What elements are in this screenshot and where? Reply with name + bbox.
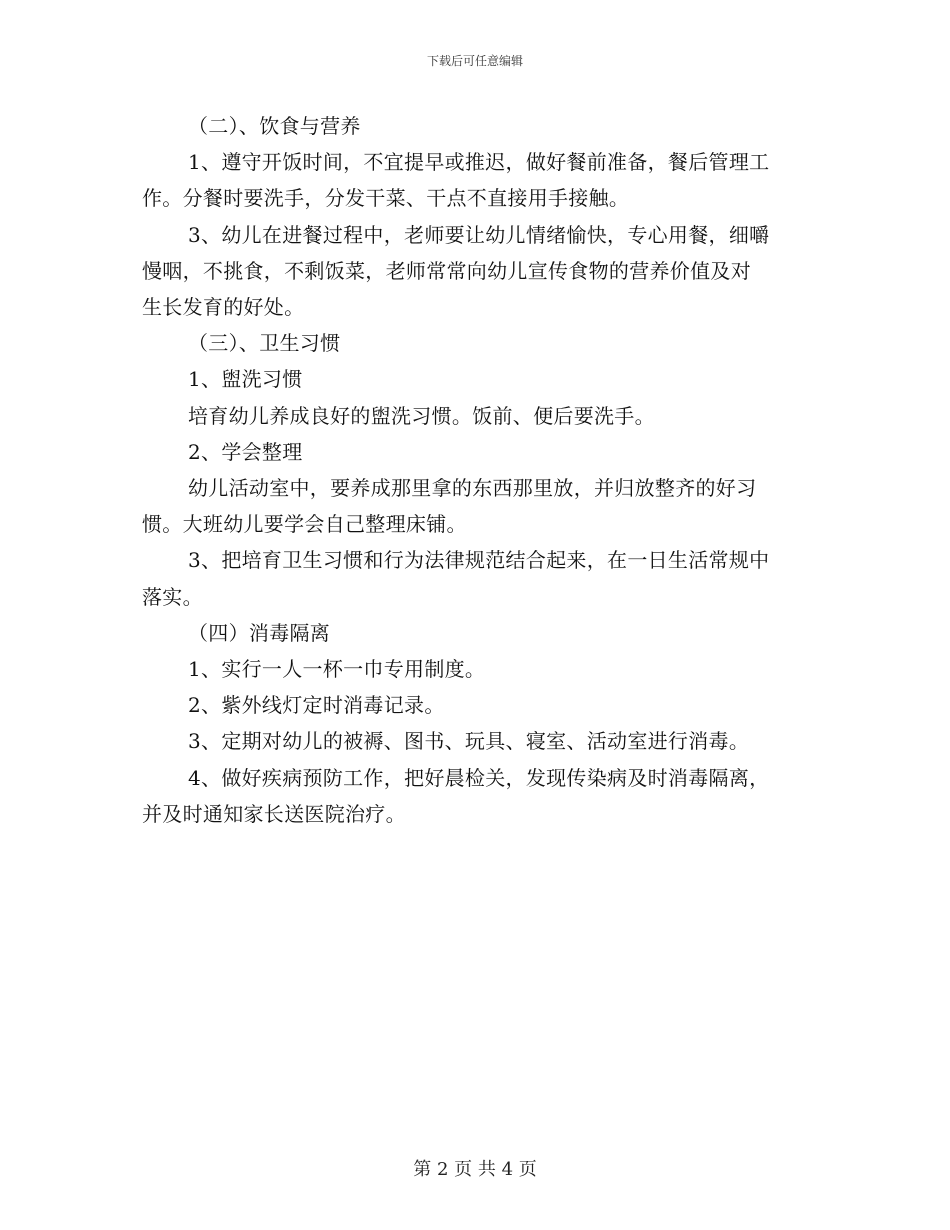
- section-heading: （三）、卫生习惯: [188, 331, 341, 356]
- subsection-heading: 1、盥洗习惯: [188, 367, 303, 392]
- paragraph-line: 培育幼儿养成良好的盥洗习惯。饭前、便后要洗手。: [188, 403, 655, 428]
- section-heading: （二）、饮食与营养: [188, 114, 361, 138]
- paragraph-line: 3、幼儿在进餐过程中，老师要让幼儿情绪愉快，专心用餐，细嚼: [188, 222, 770, 247]
- paragraph-line: 惯。大班幼儿要学会自己整理床铺。: [142, 512, 467, 537]
- paragraph-line: 4、做好疾病预防工作，把好晨检关，发现传染病及时消毒隔离，: [188, 765, 770, 790]
- paragraph-line: 1、实行一人一杯一巾专用制度。: [188, 657, 486, 682]
- paragraph-line: 3、把培育卫生习惯和行为法律规范结合起来，在一日生活常规中: [188, 548, 770, 573]
- paragraph-line: 落实。: [142, 584, 203, 609]
- subsection-heading: 2、学会整理: [188, 439, 303, 464]
- paragraph-line: 生长发育的好处。: [142, 295, 305, 320]
- paragraph-line: 2、紫外线灯定时消毒记录。: [188, 693, 445, 718]
- paragraph-line: 3、定期对幼儿的被褥、图书、玩具、寝室、活动室进行消毒。: [188, 729, 750, 754]
- paragraph-line: 幼儿活动室中，要养成那里拿的东西那里放，并归放整齐的好习: [188, 476, 757, 501]
- page-footer: 第 2 页 共 4 页: [413, 1159, 537, 1180]
- paragraph-line: 慢咽，不挑食，不剩饭菜，老师常常向幼儿宣传食物的营养价值及对: [142, 258, 751, 283]
- page-header: 下载后可任意编辑: [426, 54, 523, 68]
- paragraph-line: 并及时通知家长送医院治疗。: [142, 801, 406, 826]
- paragraph-line: 作。分餐时要洗手，分发干菜、干点不直接用手接触。: [142, 186, 630, 211]
- section-heading: （四）消毒隔离: [188, 620, 331, 645]
- paragraph-line: 1、遵守开饭时间，不宜提早或推迟，做好餐前准备，餐后管理工: [188, 150, 770, 175]
- document-body: [142, 108, 812, 832]
